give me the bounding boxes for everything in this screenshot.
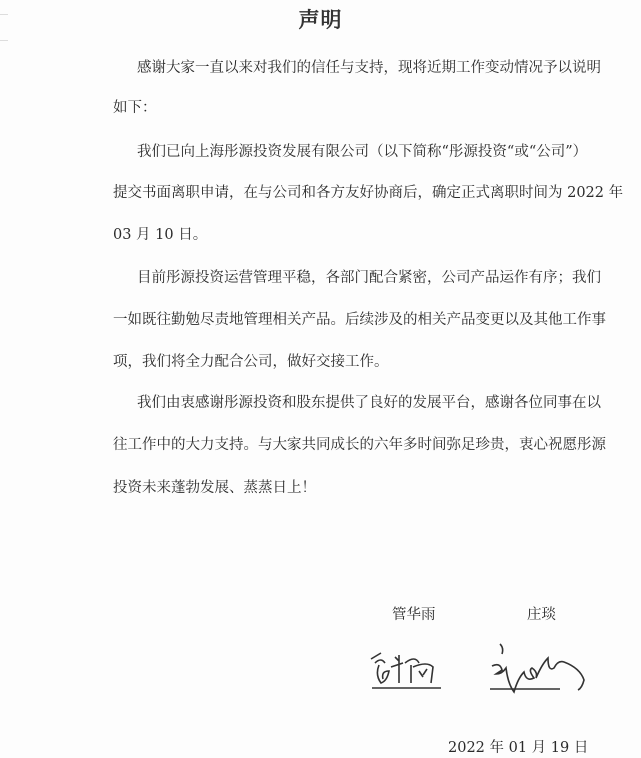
- text-line: 03 月 10 日。: [113, 227, 208, 243]
- text-line: 如下：: [113, 100, 157, 116]
- text-line: 我们已向上海彤源投资发展有限公司（以下简称“彤源投资“或“公司”）: [137, 144, 588, 160]
- scan-edge-mark: [0, 40, 8, 41]
- handwritten-signature-1: [365, 645, 450, 695]
- text-line: 投资未来蓬勃发展、蒸蒸日上！: [113, 480, 316, 496]
- text-line: 我们由衷感谢彤源投资和股东提供了良好的发展平台，感谢各位同事在以: [137, 395, 601, 411]
- signatory-name-2: 庄琰: [527, 607, 556, 623]
- document-title: 声明: [298, 7, 343, 32]
- text-line: 一如既往勤勉尽责地管理相关产品。后续涉及的相关产品变更以及其他工作事: [113, 312, 606, 328]
- text-line: 提交书面离职申请，在与公司和各方友好协商后，确定正式离职时间为 2022 年: [113, 185, 624, 201]
- text-line: 感谢大家一直以来对我们的信任与支持，现将近期工作变动情况予以说明: [137, 60, 601, 76]
- text-line: 往工作中的大力支持。与大家共同成长的六年多时间弥足珍贵，衷心祝愿彤源: [113, 437, 606, 453]
- text-line: 项，我们将全力配合公司，做好交接工作。: [113, 354, 389, 370]
- text-line: 目前彤源投资运营管理平稳，各部门配合紧密，公司产品运作有序；我们: [137, 270, 601, 286]
- signatory-name-1: 管华雨: [392, 607, 436, 623]
- document-date: 2022 年 01 月 19 日: [448, 740, 589, 756]
- handwritten-signature-2: [488, 640, 600, 705]
